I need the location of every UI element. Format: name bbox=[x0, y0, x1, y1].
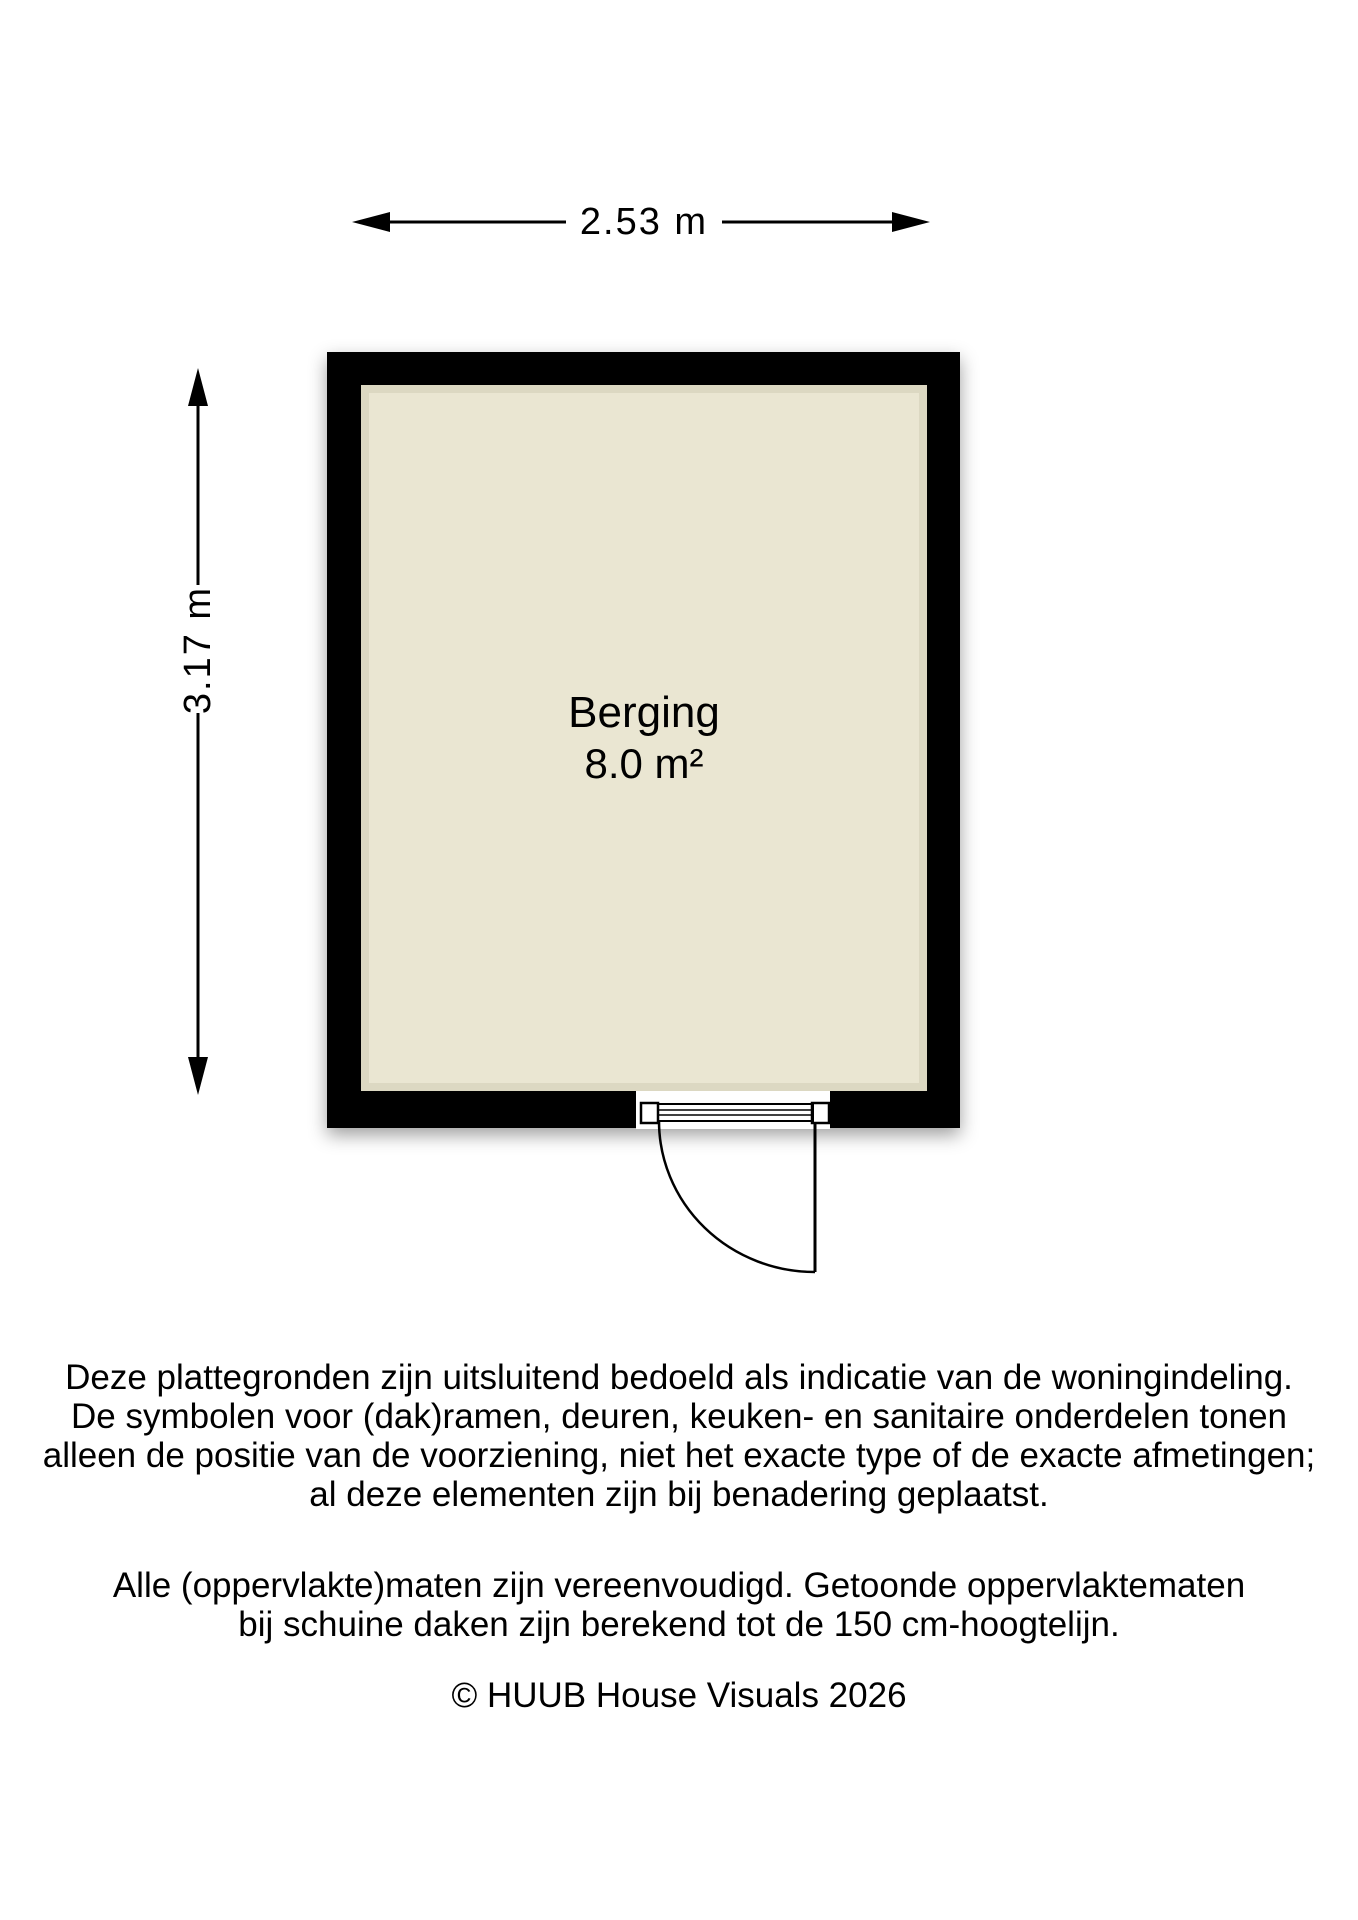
arrow-right-icon bbox=[892, 212, 930, 232]
room-name-label: Berging bbox=[568, 688, 720, 737]
disclaimer-line: bij schuine daken zijn berekend tot de 150 cm-hoogtelijn. bbox=[238, 1605, 1120, 1644]
room-floor bbox=[369, 393, 919, 1083]
copyright-text: © HUUB House Visuals 2026 bbox=[451, 1676, 907, 1715]
height-dimension bbox=[177, 368, 219, 1095]
arrow-left-icon bbox=[352, 212, 390, 232]
disclaimer-line: Deze plattegronden zijn uitsluitend bedoeld als indicatie van de woningindeling. bbox=[65, 1358, 1293, 1397]
width-dimension-label: 2.53 m bbox=[579, 201, 709, 243]
door-swing-arc bbox=[659, 1121, 815, 1272]
disclaimer-paragraph-1 bbox=[0, 1358, 1358, 1514]
copyright-line bbox=[0, 1676, 1358, 1715]
disclaimer-line: De symbolen voor (dak)ramen, deuren, keuken- en sanitaire onderdelen tonen bbox=[71, 1397, 1287, 1436]
arrow-down-icon bbox=[188, 1057, 208, 1095]
disclaimer-line: al deze elementen zijn bij benadering geplaatst. bbox=[309, 1475, 1049, 1514]
room-berging bbox=[327, 352, 960, 1128]
disclaimer-line: alleen de positie van de voorziening, niet het exacte type of de exacte afmetingen; bbox=[42, 1436, 1316, 1475]
height-dimension-label: 3.17 m bbox=[177, 585, 219, 715]
disclaimer-paragraph-2 bbox=[0, 1566, 1358, 1644]
room-area-label: 8.0 m² bbox=[584, 740, 704, 787]
arrow-up-icon bbox=[188, 368, 208, 406]
width-dimension bbox=[352, 201, 930, 243]
disclaimer-line: Alle (oppervlakte)maten zijn vereenvoudigd. Getoonde oppervlaktematen bbox=[112, 1566, 1246, 1605]
door bbox=[636, 1091, 830, 1272]
